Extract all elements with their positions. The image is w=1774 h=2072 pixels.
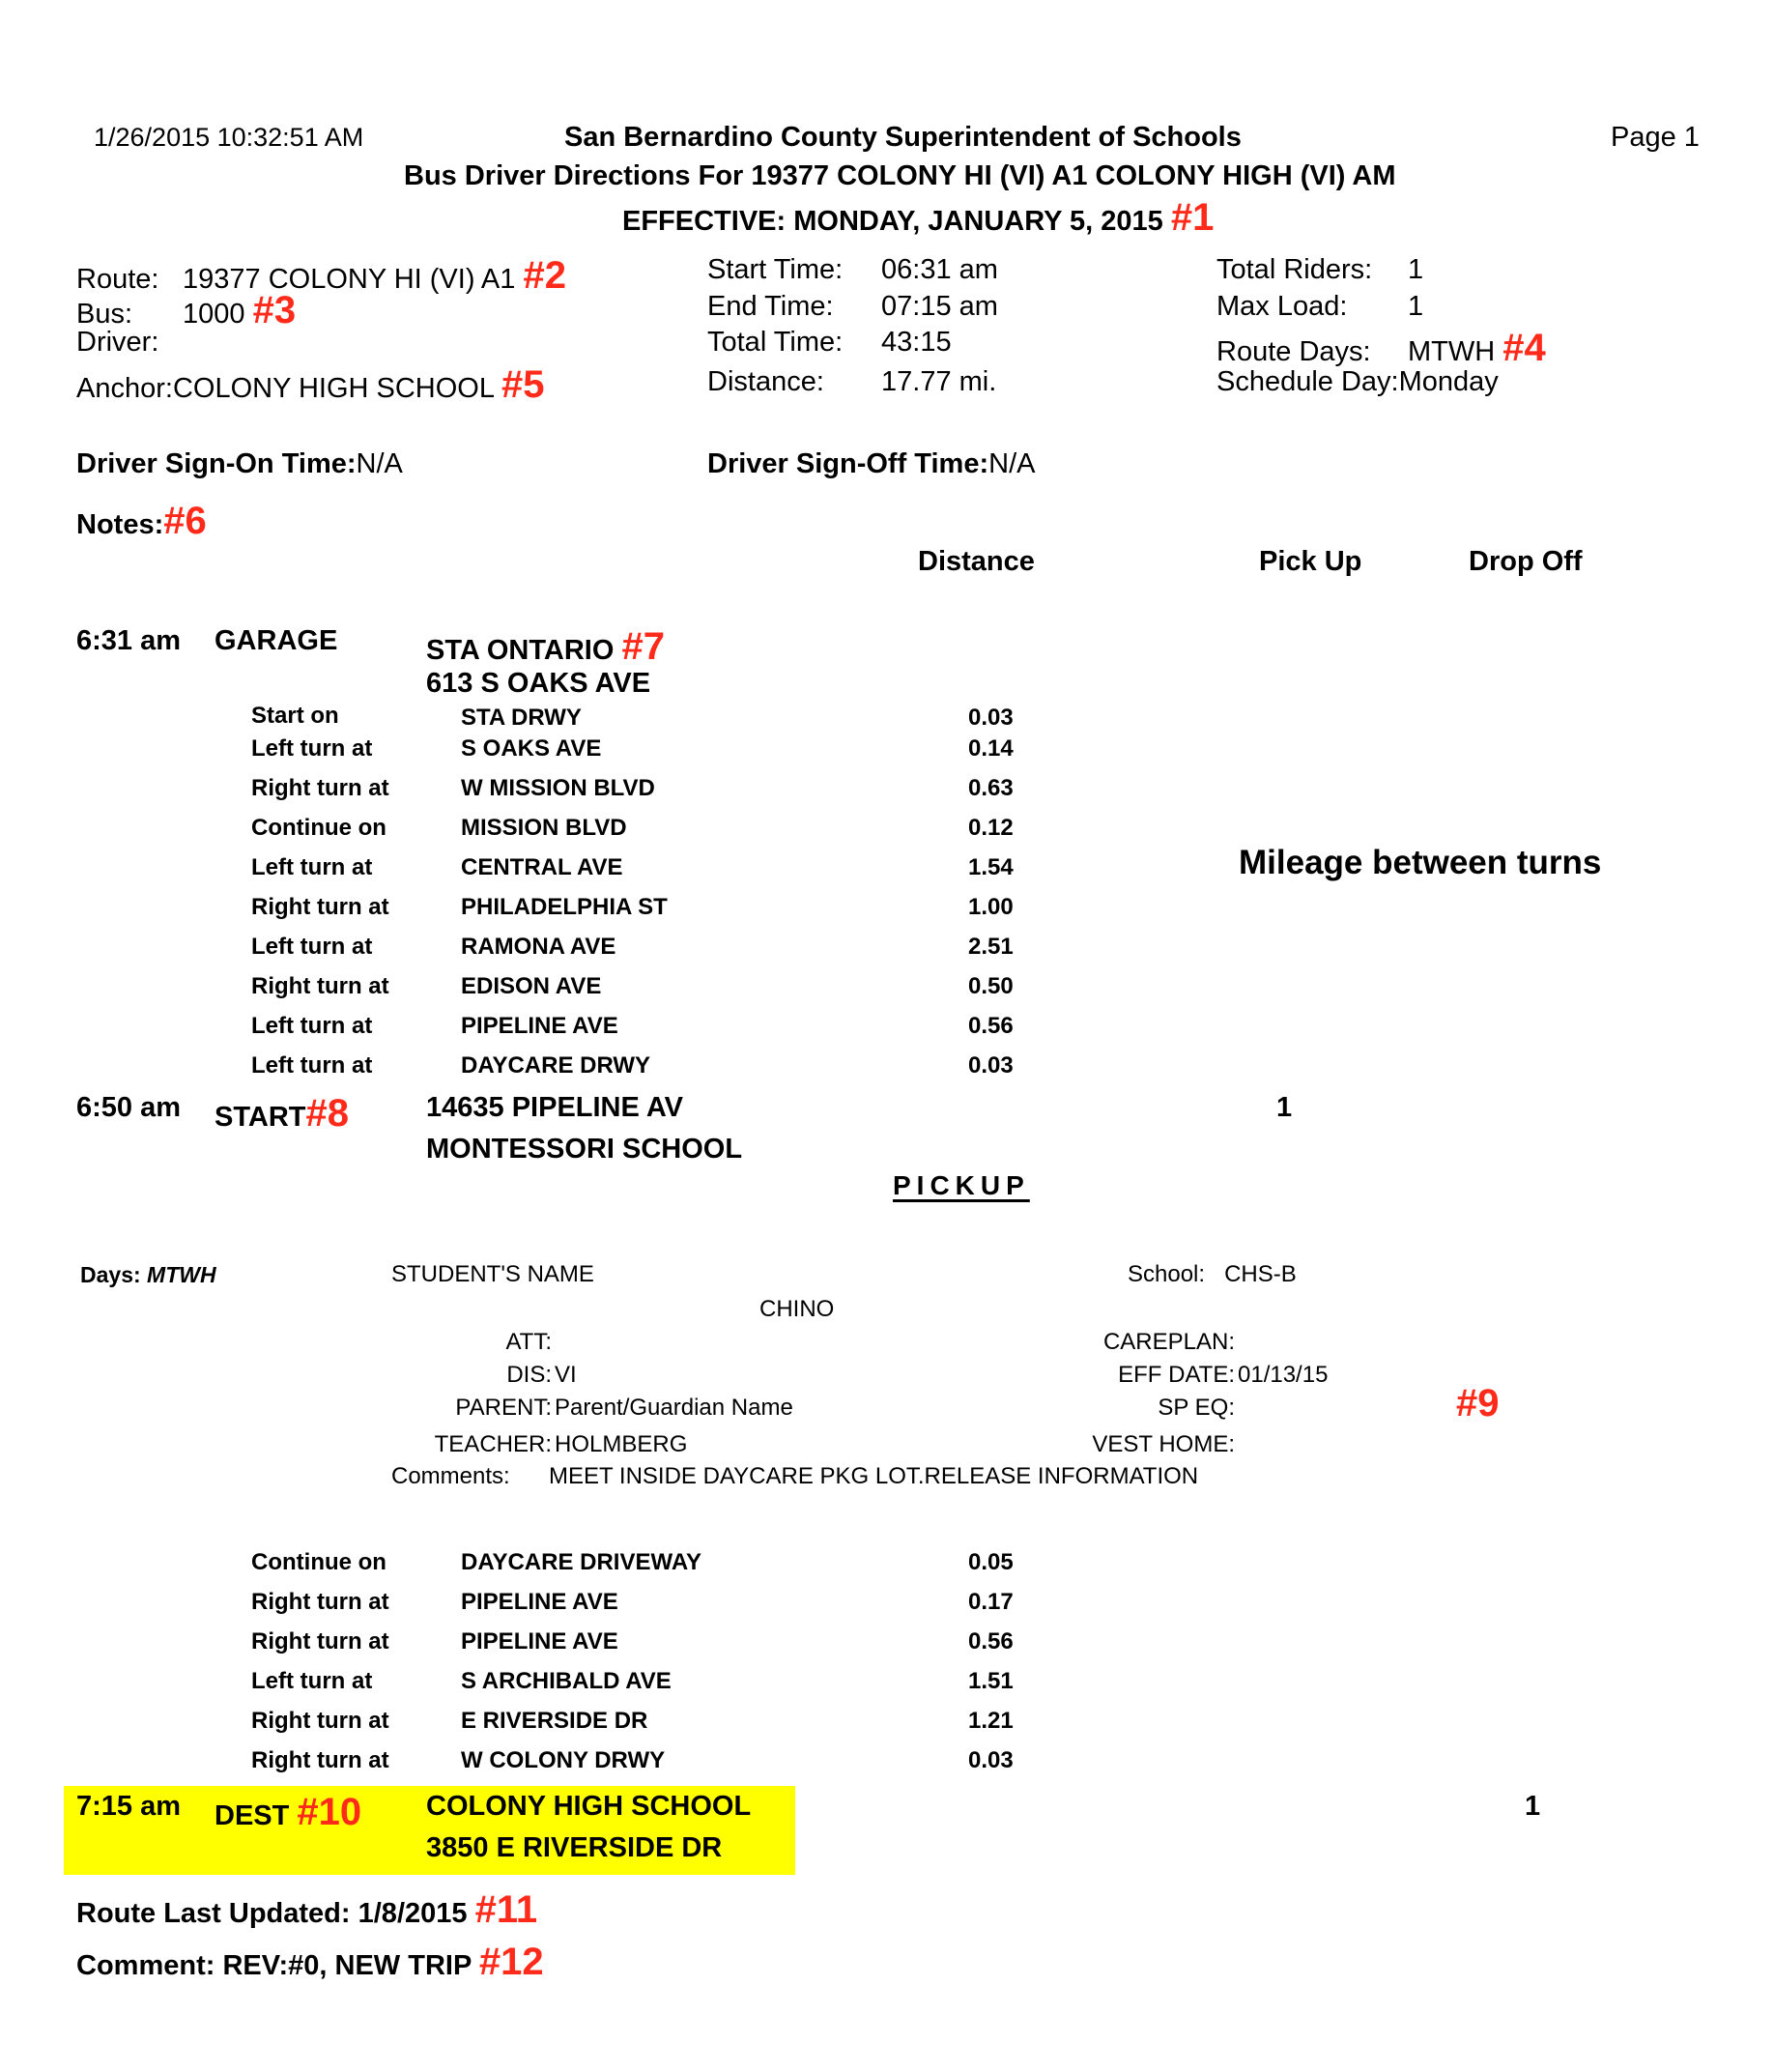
end-time-label: End Time: [707,291,834,322]
direction-action: Left turn at [251,1013,373,1039]
sign-off-value: N/A [988,448,1036,479]
column-header-dropoff: Drop Off [1469,546,1583,577]
route-last-updated [76,1888,537,1932]
distance-label: Distance: [707,366,824,397]
anchor-label: Anchor: [76,373,173,404]
pickup-days-label: Days: [80,1262,141,1287]
garage-stop-type: GARAGE [215,625,338,656]
dest-stop-type [215,1791,361,1834]
sign-on-value: N/A [356,448,403,479]
total-time-value: 43:15 [881,327,952,358]
notes-label: Notes: [76,509,164,540]
teacher-value: HOLMBERG [555,1431,688,1457]
sign-on-label: Driver Sign-On Time: [76,448,357,479]
direction-distance: 1.21 [968,1708,1014,1734]
pickup-heading: PICKUP [893,1170,1030,1200]
direction-action: Left turn at [251,735,373,762]
total-time-field [707,327,952,359]
start-stop-pickup-count: 1 [1276,1092,1293,1123]
max-load-field [1216,291,1423,323]
annotation-marker: #4 [1502,327,1546,369]
pickup-days [80,1262,216,1288]
route-days-value: MTWH [1408,336,1496,367]
anchor-field [76,363,544,407]
direction-action: Left turn at [251,854,373,880]
direction-street: W COLONY DRWY [461,1747,666,1773]
direction-street: PIPELINE AVE [461,1013,618,1039]
direction-action: Left turn at [251,934,373,960]
route-label: Route: [76,264,159,295]
direction-street: E RIVERSIDE DR [461,1708,648,1734]
direction-action: Right turn at [251,1747,389,1773]
careplan-label: CAREPLAN: [1102,1329,1235,1355]
speq-label: SP EQ: [1158,1395,1235,1421]
direction-action: Right turn at [251,973,389,999]
anchor-value: COLONY HIGH SCHOOL [172,373,494,404]
direction-action: Continue on [251,1549,386,1575]
school-value: CHS-B [1224,1261,1297,1287]
total-time-label: Total Time: [707,327,844,358]
direction-action: Right turn at [251,1628,389,1655]
total-riders-label: Total Riders: [1216,254,1373,285]
direction-action: Left turn at [251,1052,373,1079]
direction-distance: 0.56 [968,1013,1014,1039]
column-header-pickup: Pick Up [1259,546,1362,577]
start-time-field [707,254,998,286]
annotation-marker: #7 [621,625,665,668]
document-title: Bus Driver Directions For 19377 COLONY HI (VI) A1 COLONY HIGH (VI) AM [404,160,1396,191]
direction-distance: 0.50 [968,973,1014,999]
schedule-day-field [1216,366,1499,398]
direction-action: Left turn at [251,1668,373,1694]
comment-value: REV:#0, NEW TRIP [222,1950,472,1981]
total-riders-field [1216,254,1423,286]
total-riders-value: 1 [1408,254,1424,285]
vesthome-label: VEST HOME: [1092,1431,1235,1457]
start-stop-name: MONTESSORI SCHOOL [426,1134,743,1165]
last-updated-label: Route Last Updated: [76,1898,351,1929]
student-name: STUDENT'S NAME [391,1261,594,1287]
sign-off-label: Driver Sign-Off Time: [707,448,989,479]
driver-field [76,327,158,359]
route-days-label: Route Days: [1216,336,1371,367]
direction-action: Start on [251,703,339,729]
direction-action: Continue on [251,815,386,841]
student-city: CHINO [759,1296,835,1322]
annotation-marker: #6 [163,500,207,542]
garage-stop-address: 613 S OAKS AVE [426,668,651,699]
comments-value: MEET INSIDE DAYCARE PKG LOT.RELEASE INFORMATION [549,1463,1199,1489]
direction-street: RAMONA AVE [461,934,616,960]
route-value: 19377 COLONY HI (VI) A1 [183,264,516,295]
direction-street: DAYCARE DRWY [461,1052,651,1079]
direction-distance: 1.54 [968,854,1014,880]
dest-stop-address: 3850 E RIVERSIDE DR [426,1832,723,1863]
direction-action: Right turn at [251,894,389,920]
direction-action: Right turn at [251,775,389,801]
dest-stop-name: COLONY HIGH SCHOOL [426,1791,752,1822]
direction-street: PIPELINE AVE [461,1628,618,1655]
direction-street: W MISSION BLVD [461,775,655,801]
teacher-label: TEACHER: [434,1431,552,1457]
start-stop-address: 14635 PIPELINE AV [426,1092,683,1123]
direction-row [251,705,339,728]
direction-distance: 0.03 [968,1052,1014,1079]
dest-stop-time: 7:15 am [76,1791,182,1822]
direction-distance: 0.03 [968,705,1014,731]
bus-label: Bus: [76,299,133,330]
pickup-days-value: MTWH [147,1262,216,1287]
annotation-marker: #3 [252,289,297,331]
page-number: Page 1 [1611,122,1700,153]
dis-value: VI [555,1362,577,1388]
direction-street: S ARCHIBALD AVE [461,1668,672,1694]
dest-stop-dropoff-count: 1 [1525,1791,1541,1822]
notes-field [76,500,207,543]
annotation-marker: #11 [474,1888,538,1931]
parent-value: Parent/Guardian Name [555,1395,793,1421]
direction-distance: 1.51 [968,1668,1014,1694]
annotation-marker: #12 [478,1941,544,1983]
direction-distance: 0.03 [968,1747,1014,1773]
effdate-label: EFF DATE: [1118,1362,1235,1388]
direction-street: PHILADELPHIA ST [461,894,668,920]
bus-value: 1000 [183,299,245,330]
annotation-marker: #2 [523,254,566,297]
dest-stop-type-text: DEST [215,1800,290,1831]
route-comment [76,1941,544,1984]
start-stop-time: 6:50 am [76,1092,182,1123]
att-label: ATT: [505,1329,552,1355]
schedule-day-label: Schedule Day: [1216,366,1399,397]
effdate-value: 01/13/15 [1238,1362,1329,1388]
printed-timestamp: 1/26/2015 10:32:51 AM [94,123,364,152]
effective-date [622,196,1214,240]
direction-street: S OAKS AVE [461,735,602,762]
driver-label: Driver: [76,327,159,358]
direction-distance: 0.63 [968,775,1014,801]
dis-label: DIS: [506,1362,552,1388]
distance-field [707,366,996,398]
start-stop-type-text: START [215,1102,306,1133]
comment-label: Comment: [76,1950,215,1981]
direction-street: STA DRWY [461,705,582,731]
garage-stop-name [426,625,665,669]
direction-distance: 2.51 [968,934,1014,960]
organization-name: San Bernardino County Superintendent of Schools [564,122,1242,153]
sign-off-field [707,448,1035,480]
distance-value: 17.77 mi. [881,366,997,397]
direction-street: MISSION BLVD [461,815,627,841]
direction-distance: 0.56 [968,1628,1014,1655]
garage-stop-time: 6:31 am [76,625,182,656]
school-field [1128,1261,1297,1288]
annotation-marker: #5 [501,363,545,406]
direction-street: EDISON AVE [461,973,602,999]
route-days-field [1216,327,1546,370]
annotation-marker: #1 [1170,196,1215,239]
direction-street: CENTRAL AVE [461,854,623,880]
max-load-label: Max Load: [1216,291,1348,322]
sign-on-field [76,448,403,480]
start-time-label: Start Time: [707,254,844,285]
direction-street: DAYCARE DRIVEWAY [461,1549,701,1575]
annotation-marker: #10 [297,1791,362,1833]
direction-distance: 0.12 [968,815,1014,841]
direction-distance: 0.17 [968,1589,1014,1615]
comments-label: Comments: [391,1463,510,1489]
direction-distance: 0.05 [968,1549,1014,1575]
garage-stop-name-text: STA ONTARIO [426,635,615,666]
direction-street: PIPELINE AVE [461,1589,618,1615]
end-time-value: 07:15 am [881,291,998,322]
start-time-value: 06:31 am [881,254,998,285]
mileage-callout: Mileage between turns [1239,844,1602,881]
last-updated-value: 1/8/2015 [358,1898,468,1929]
direction-distance: 1.00 [968,894,1014,920]
end-time-field [707,291,998,323]
parent-label: PARENT: [455,1395,552,1421]
start-stop-type [215,1092,349,1136]
annotation-marker: #9 [1456,1382,1500,1424]
direction-distance: 0.14 [968,735,1014,762]
direction-action: Right turn at [251,1589,389,1615]
annotation-marker: #8 [305,1092,350,1135]
effective-date-text: EFFECTIVE: MONDAY, JANUARY 5, 2015 [622,206,1163,237]
direction-action: Right turn at [251,1708,389,1734]
max-load-value: 1 [1408,291,1424,322]
column-header-distance: Distance [918,546,1035,577]
schedule-day-value: Monday [1398,366,1499,397]
school-label: School: [1128,1261,1206,1287]
